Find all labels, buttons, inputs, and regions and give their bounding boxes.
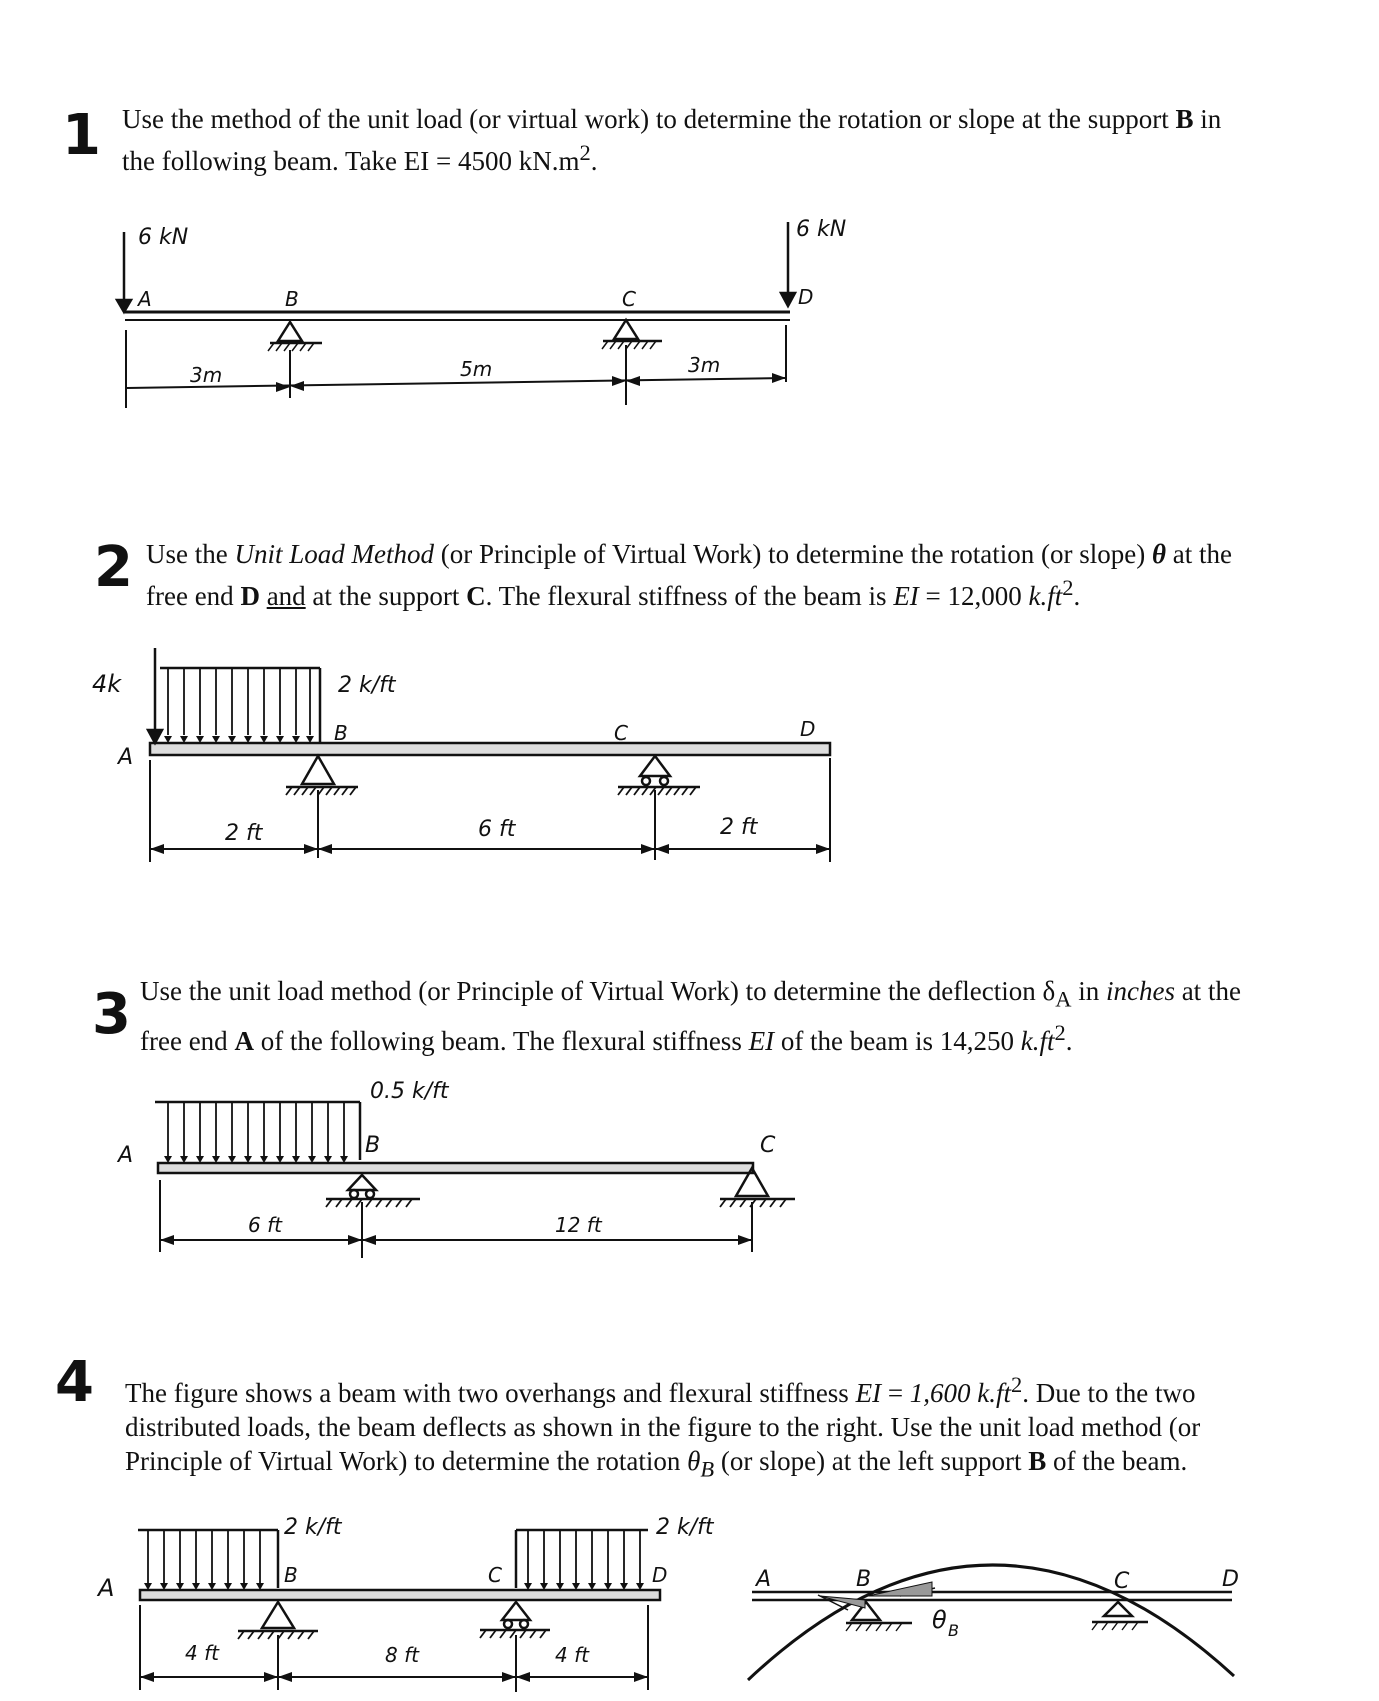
p2-text-ei: EI — [893, 581, 919, 611]
p2-point-b: B — [334, 721, 348, 745]
p2-dim-2: 6 ft — [478, 817, 516, 842]
p4-load-left-label: 2 k/ft — [284, 1515, 342, 1540]
p3-text-e: of the beam is 14,250 — [774, 1026, 1021, 1057]
p4-text-theta-sub: B — [700, 1456, 715, 1482]
p4-text-e: of the beam. — [1046, 1446, 1188, 1476]
p3-text-c: at the free end — [140, 976, 1241, 1057]
p1-point-d: D — [798, 285, 814, 309]
p2-text-method: Unit Load Method — [234, 539, 434, 569]
p4-point-a: A — [98, 1574, 115, 1602]
p2-text-theta: θ — [1152, 539, 1167, 569]
p1-point-b: B — [285, 287, 299, 311]
p4-dim-3: 4 ft — [555, 1643, 589, 1667]
p2-dim-3: 2 ft — [720, 815, 758, 840]
p2-text-b: (or Principle of Virtual Work) to determine the rotation (or slope) — [433, 539, 1153, 569]
p3-point-b: B — [365, 1133, 381, 1158]
p4-text-theta: θ — [687, 1446, 701, 1476]
p1-dim-3: 3m — [688, 353, 721, 377]
p3-text-a: Use the unit load method (or Principle of Virtual Work) to determine the deflection δ — [140, 976, 1056, 1006]
problem-4-number: 4 — [55, 1350, 94, 1415]
p4-text-val: 1,600 k.ft — [909, 1378, 1012, 1408]
p1-text-c: in the following beam. Take EI = 4500 kN.m — [122, 104, 1222, 176]
p3-text-inches: inches — [1105, 976, 1175, 1006]
p1-point-c: C — [622, 287, 636, 311]
p2-text-h: . — [1073, 581, 1081, 611]
p2-dist-load-label: 2 k/ft — [338, 673, 396, 698]
p4-theta-label: θ — [932, 1606, 947, 1634]
p2-point-d: D — [800, 717, 816, 741]
p2-text-and: and — [266, 581, 306, 611]
p1-point-a: A — [138, 287, 152, 311]
p3-text-ei: EI — [748, 1026, 775, 1057]
p2-text-c-bold: C — [466, 581, 486, 611]
p2-text-e: at the support — [305, 581, 467, 611]
p2-text-g: = 12,000 — [918, 581, 1029, 611]
p4-defl-point-c: C — [1114, 1569, 1130, 1594]
p2-text-c: at the free end — [146, 539, 1233, 611]
p4-text-b-bold: B — [1028, 1446, 1047, 1476]
p2-text-f: . The flexural stiffness of the beam is — [485, 581, 894, 611]
p4-point-d: D — [652, 1563, 668, 1587]
p1-text-b: B — [1175, 104, 1194, 134]
p4-text-d: (or slope) at the left support — [714, 1446, 1029, 1476]
p2-dim-1: 2 ft — [225, 821, 263, 846]
p3-text-f: . — [1065, 1026, 1073, 1057]
p2-text-sup: 2 — [1062, 575, 1074, 600]
problem-1-number: 1 — [62, 103, 101, 168]
p4-text-b: = — [881, 1378, 910, 1408]
p3-text-a-bold: A — [234, 1026, 254, 1057]
p3-dist-load-label: 0.5 k/ft — [370, 1079, 449, 1104]
p3-text-unit: k.ft — [1020, 1026, 1055, 1057]
p2-text-a: Use the — [146, 539, 235, 569]
p1-load-left-label: 6 kN — [138, 225, 189, 250]
p1-dim-1: 3m — [190, 363, 223, 387]
p1-text-a: Use the method of the unit load (or virtual work) to determine the rotation or slope at the support — [122, 104, 1176, 134]
p4-point-b: B — [284, 1563, 298, 1587]
p4-text-c: . Due to the two distributed loads, the beam deflects as shown in the figure to the right. Use the unit load method (or Principle of Virtual Work) to determine the rotation — [125, 1378, 1201, 1476]
p4-text-a: The figure shows a beam with two overhangs and flexural stiffness — [125, 1378, 856, 1408]
p2-point-a: A — [118, 745, 134, 770]
p4-dim-1: 4 ft — [185, 1641, 219, 1665]
p4-theta-sub-label: B — [948, 1621, 959, 1640]
p3-text-d: of the following beam. The flexural stiffness — [253, 1026, 749, 1057]
p3-dim-2: 12 ft — [555, 1213, 602, 1237]
p1-text-d: . — [590, 146, 598, 176]
p4-load-right-label: 2 k/ft — [656, 1515, 714, 1540]
p3-text-sub: A — [1055, 986, 1072, 1012]
p4-deflected-shape — [748, 1565, 1234, 1680]
p1-load-right-label: 6 kN — [796, 217, 847, 242]
p2-point-c: C — [614, 721, 628, 745]
p4-text-sup: 2 — [1011, 1372, 1023, 1397]
p2-point-load-label: 4k — [92, 670, 122, 698]
problem-3-number: 3 — [92, 982, 131, 1047]
p3-point-a: A — [118, 1143, 134, 1168]
p3-text-sup: 2 — [1054, 1020, 1066, 1046]
p2-text-d: D — [240, 581, 260, 611]
p4-defl-point-d: D — [1222, 1567, 1239, 1592]
p1-text-sup: 2 — [579, 140, 591, 165]
p3-text-b: in — [1071, 976, 1106, 1006]
p4-text-ei: EI — [855, 1378, 882, 1408]
p3-point-c: C — [760, 1133, 776, 1158]
p1-dim-2: 5m — [460, 357, 493, 381]
p4-defl-point-b: B — [856, 1567, 872, 1592]
p4-point-c: C — [488, 1563, 502, 1587]
p2-text-unit: k.ft — [1028, 581, 1063, 611]
p3-dim-1: 6 ft — [248, 1213, 282, 1237]
p4-dim-2: 8 ft — [385, 1643, 419, 1667]
p4-defl-point-a: A — [756, 1567, 772, 1592]
problem-2-number: 2 — [94, 535, 133, 600]
